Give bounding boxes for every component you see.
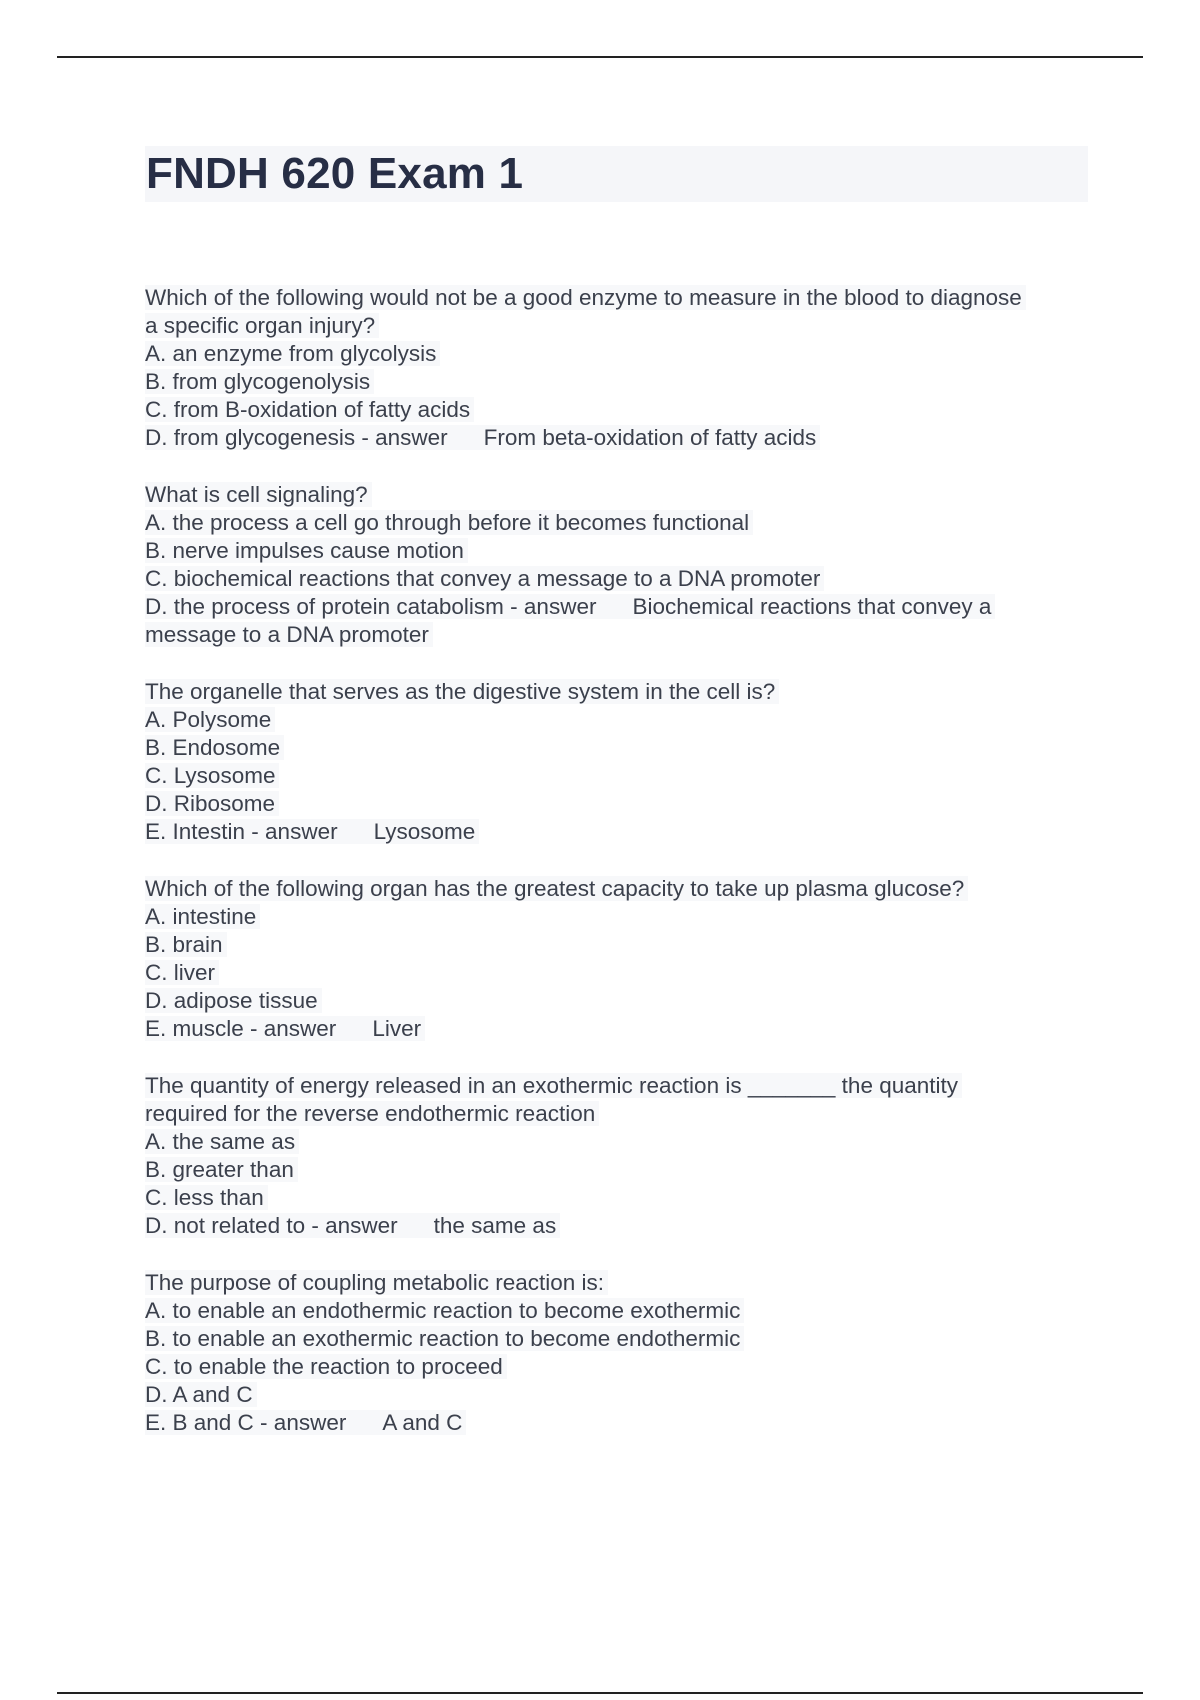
option-b: B. to enable an exothermic reaction to become endothermic (145, 1325, 1095, 1353)
question-block (145, 875, 1095, 1043)
answer-text: A and C (382, 1410, 463, 1435)
option-last: D. not related to - answer (145, 1213, 398, 1238)
bottom-rule (57, 1692, 1143, 1694)
question-text: The purpose of coupling metabolic reaction is: (145, 1269, 1095, 1297)
option-b: B. nerve impulses cause motion (145, 537, 1095, 565)
option-b: B. Endosome (145, 734, 1095, 762)
answer-text: From beta-oxidation of fatty acids (483, 425, 817, 450)
option-b: B. greater than (145, 1156, 1095, 1184)
option-a: A. to enable an endothermic reaction to become exothermic (145, 1297, 1095, 1325)
answer-line (145, 1015, 1095, 1043)
option-d: D. adipose tissue (145, 987, 1095, 1015)
question-text: The quantity of energy released in an exothermic reaction is _______ the quantity (145, 1072, 1095, 1100)
question-text: required for the reverse endothermic reaction (145, 1100, 1095, 1128)
top-rule (57, 56, 1143, 58)
option-a: A. the same as (145, 1128, 1095, 1156)
answer-line (145, 593, 1095, 621)
question-text: Which of the following would not be a good enzyme to measure in the blood to diagnose (145, 284, 1095, 312)
option-last: E. Intestin - answer (145, 819, 338, 844)
option-c: C. less than (145, 1184, 1095, 1212)
answer-text: the same as (433, 1213, 557, 1238)
option-last: E. B and C - answer (145, 1410, 347, 1435)
question-block (145, 1072, 1095, 1240)
option-b: B. brain (145, 931, 1095, 959)
question-block (145, 678, 1095, 846)
option-a: A. intestine (145, 903, 1095, 931)
answer-line (145, 424, 1095, 452)
question-list (145, 284, 1095, 1466)
answer-continuation: message to a DNA promoter (145, 621, 1095, 649)
option-c: C. Lysosome (145, 762, 1095, 790)
answer-text: Liver (372, 1016, 422, 1041)
option-last: E. muscle - answer (145, 1016, 337, 1041)
question-text: a specific organ injury? (145, 312, 1095, 340)
option-c: C. from B-oxidation of fatty acids (145, 396, 1095, 424)
question-text: Which of the following organ has the greatest capacity to take up plasma glucose? (145, 875, 1095, 903)
question-block (145, 1269, 1095, 1437)
question-text: The organelle that serves as the digestive system in the cell is? (145, 678, 1095, 706)
option-d: D. Ribosome (145, 790, 1095, 818)
answer-text: Lysosome (373, 819, 476, 844)
option-d: D. A and C (145, 1381, 1095, 1409)
page-title: FNDH 620 Exam 1 (146, 149, 524, 198)
answer-text: Biochemical reactions that convey a (632, 594, 992, 619)
option-c: C. liver (145, 959, 1095, 987)
option-last: D. the process of protein catabolism - answer (145, 594, 597, 619)
question-block (145, 284, 1095, 452)
question-text: What is cell signaling? (145, 481, 1095, 509)
answer-line (145, 818, 1095, 846)
option-a: A. an enzyme from glycolysis (145, 340, 1095, 368)
option-a: A. Polysome (145, 706, 1095, 734)
option-c: C. biochemical reactions that convey a message to a DNA promoter (145, 565, 1095, 593)
option-last: D. from glycogenesis - answer (145, 425, 448, 450)
option-a: A. the process a cell go through before it becomes functional (145, 509, 1095, 537)
question-block (145, 481, 1095, 649)
option-c: C. to enable the reaction to proceed (145, 1353, 1095, 1381)
answer-line (145, 1409, 1095, 1437)
answer-line (145, 1212, 1095, 1240)
option-b: B. from glycogenolysis (145, 368, 1095, 396)
